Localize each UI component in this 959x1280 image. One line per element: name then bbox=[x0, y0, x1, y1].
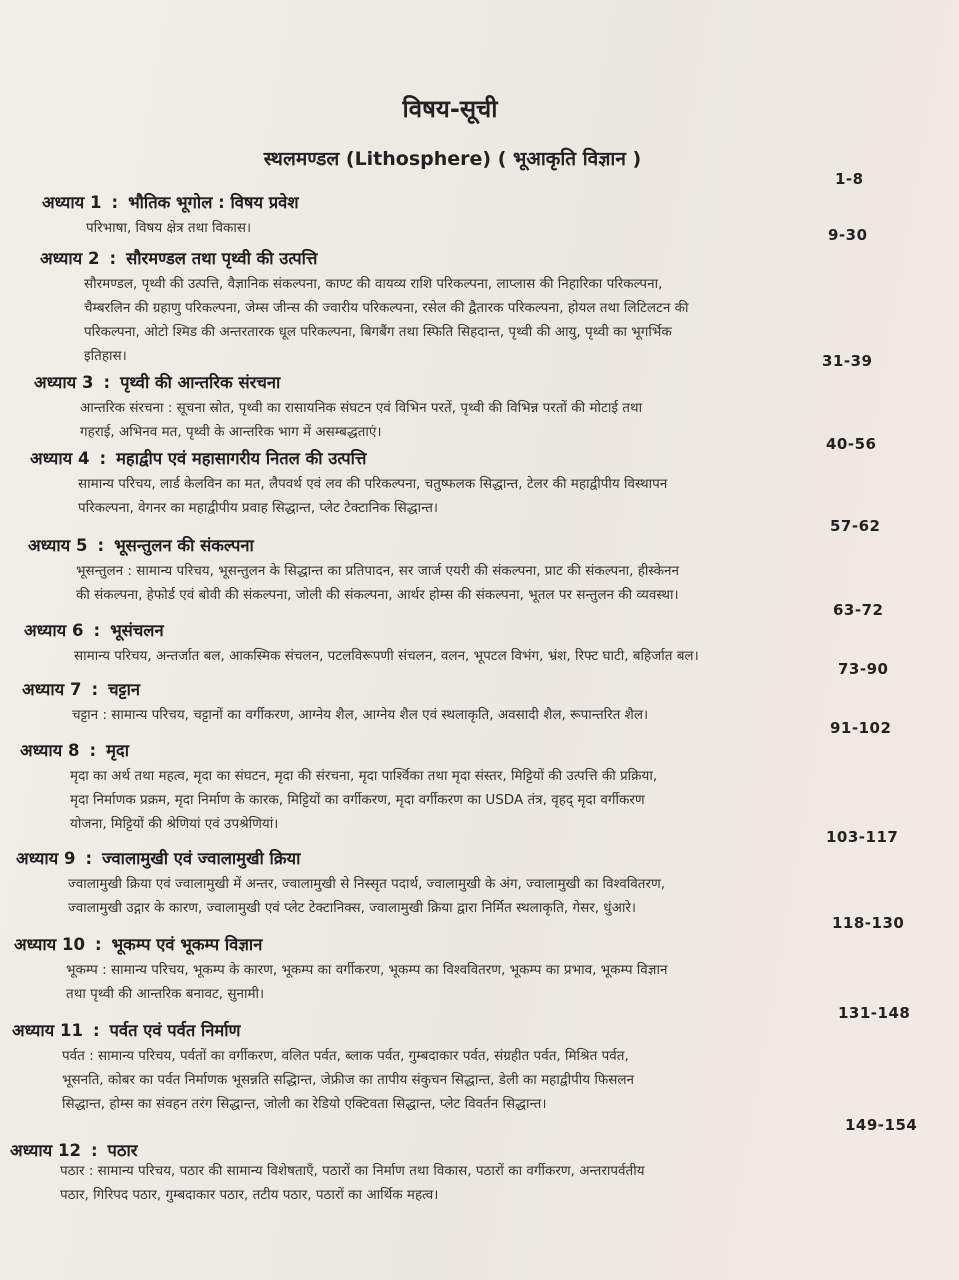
page-title: विषय-सूची bbox=[402, 95, 498, 123]
chapter-1: अध्याय 1 : भौतिक भूगोल : विषय प्रवेश परिभाषा, विषय क्षेत्र तथा विकास। bbox=[42, 190, 842, 240]
chapter-label: अध्याय 8 bbox=[20, 741, 80, 760]
chapter-7-pages: 73-90 bbox=[838, 660, 889, 678]
chapter-description: ज्वालामुखी क्रिया एवं ज्वालामुखी में अन्तर, ज्वालामुखी से निस्सृत पदार्थ, ज्वालामुखी के अंग, ज्वालामुखी का विश्ववितरण, ज्वालामुखी उद्गार के कारण, ज्वालामुखी एवं प्लेट टेक्टानिक्स, ज्वालामुखी क्रिया द्वारा निर्मित स्थलाकृति, गेसर, धुंआरे। bbox=[68, 876, 666, 916]
chapter-9-pages: 103-117 bbox=[826, 828, 899, 846]
chapter-10-pages: 118-130 bbox=[832, 914, 905, 932]
chapter-name: चट्टान bbox=[108, 680, 141, 699]
chapter-description: पठार : सामान्य परिचय, पठार की सामान्य विशेषताएँ, पठारों का निर्माण तथा विकास, पठारों का वर्गीकरण, अन्तरापर्वतीय पठार, गिरिपद पठार, गुम्बदाकार पठार, तटीय पठार, पठारों का आर्थिक महत्व। bbox=[60, 1163, 645, 1203]
chapter-name: ज्वालामुखी एवं ज्वालामुखी क्रिया bbox=[102, 849, 301, 868]
chapter-7: अध्याय 7 : चट्टान चट्टान : सामान्य परिचय, चट्टानों का वर्गीकरण, आग्नेय शैल, आग्नेय शैल एवं स्थलाकृति, अवसादी शैल, रूपान्तरित शैल। bbox=[22, 677, 852, 727]
chapter-1-pages: 1-8 bbox=[835, 170, 864, 188]
chapter-name: भूकम्प एवं भूकम्प विज्ञान bbox=[111, 935, 263, 954]
chapter-4: अध्याय 4 : महाद्वीप एवं महासागरीय नितल की उत्पत्ति सामान्य परिचय, लार्ड केलविन का मत, लैपवर्थ एवं लव की परिकल्पना, चतुष्फलक सिद्धान्त, टेलर की महाद्वीपीय विस्थापन परिकल्पना, वेगनर का महाद्वीपीय प्रवाह सिद्धान्त, प्लेट टेक्टानिक सिद्धान्त। bbox=[30, 446, 840, 520]
chapter-name: पृथ्वी की आन्तरिक संरचना bbox=[120, 373, 281, 392]
chapter-name: भूसन्तुलन की संकल्पना bbox=[114, 536, 254, 555]
chapter-description: चट्टान : सामान्य परिचय, चट्टानों का वर्गीकरण, आग्नेय शैल, आग्नेय शैल एवं स्थलाकृति, अवसादी शैल, रूपान्तरित शैल। bbox=[72, 707, 649, 723]
chapter-6-pages: 63-72 bbox=[833, 601, 884, 619]
chapter-label: अध्याय 3 bbox=[34, 373, 94, 392]
chapter-label: अध्याय 12 bbox=[10, 1141, 81, 1160]
chapter-name: मृदा bbox=[106, 741, 129, 760]
chapter-2: अध्याय 2 : सौरमण्डल तथा पृथ्वी की उत्पत्ति सौरमण्डल, पृथ्वी की उत्पत्ति, वैज्ञानिक संकल्पना, काण्ट की वायव्य राशि परिकल्पना, लाप्लास की निहारिका परिकल्पना, चैम्बरलिन की ग्रहाणु परिकल्पना, जेम्स जीन्स की ज्वारीय परिकल्पना, रसेल की द्वैतारक परिकल्पना, होयल तथा लिटिलटन की परिकल्पना, ओटो श्मिड की अन्तरतारक धूल परिकल्पना, बिगबैंग तथा स्फिति सिहदान्त, पृथ्वी की आयु, पृथ्वी का भूगर्भिक इतिहास। bbox=[40, 246, 840, 368]
chapter-name: पर्वत एवं पर्वत निर्माण bbox=[109, 1021, 241, 1040]
chapter-8: अध्याय 8 : मृदा मृदा का अर्थ तथा महत्व, मृदा का संघटन, मृदा की संरचना, मृदा पार्श्विका तथा मृदा संस्तर, मिट्टियों की उत्पत्ति की प्रक्रिया, मृदा निर्माणक प्रक्रम, मृदा निर्माण के कारक, मिट्टियों का वर्गीकरण, मृदा वर्गीकरण का USDA तंत्र, वृहद् मृदा वर्गीकरण योजना, मिट्टियों की श्रेणियां एवं उपश्रेणियां। bbox=[20, 738, 860, 836]
chapter-description: सौरमण्डल, पृथ्वी की उत्पत्ति, वैज्ञानिक संकल्पना, काण्ट की वायव्य राशि परिकल्पना, लाप्लास की निहारिका परिकल्पना, चैम्बरलिन की ग्रहाणु परिकल्पना, जेम्स जीन्स की ज्वारीय परिकल्पना, रसेल की द्वैतारक परिकल्पना, होयल तथा लिटिलटन की परिकल्पना, ओटो श्मिड की अन्तरतारक धूल परिकल्पना, बिगबैंग तथा स्फिति सिहदान्त, पृथ्वी की आयु, पृथ्वी का भूगर्भिक इतिहास। bbox=[84, 276, 689, 364]
chapter-label: अध्याय 7 bbox=[22, 680, 82, 699]
chapter-label: अध्याय 4 bbox=[30, 449, 90, 468]
chapter-label: अध्याय 9 bbox=[16, 849, 76, 868]
chapter-3-pages: 31-39 bbox=[822, 352, 873, 370]
chapter-description: पर्वत : सामान्य परिचय, पर्वतों का वर्गीकरण, वलित पर्वत, ब्लाक पर्वत, गुम्बदाकार पर्वत, संग्रहीत पर्वत, मिश्रित पर्वत, भूसनति, कोबर का पर्वत निर्माणक भूसन्नति सद्धिान्त, जेफ्रीज का तापीय संकुचन सिद्धान्त, डेली का महाद्वीपीय फिसलन सिद्धान्त, होम्स का संवहन तरंग सिद्धान्त, जोली का रेडियो एक्टिवता सिद्धान्त, प्लेट विवर्तन सिद्धान्त। bbox=[62, 1048, 635, 1112]
chapter-name: सौरमण्डल तथा पृथ्वी की उत्पत्ति bbox=[126, 249, 318, 268]
chapter-name: भूसंचलन bbox=[110, 621, 164, 640]
chapter-description: परिभाषा, विषय क्षेत्र तथा विकास। bbox=[86, 220, 252, 236]
chapter-label: अध्याय 2 bbox=[40, 249, 100, 268]
chapter-description: भूसन्तुलन : सामान्य परिचय, भूसन्तुलन के सिद्धान्त का प्रतिपादन, सर जार्ज एयरी की संकल्पना, प्राट की संकल्पना, हीस्केनन की संकल्पना, हेफोर्ड एवं बोवी की संकल्पना, जोली की संकल्पना, आर्थर होम्स की संकल्पना, भूतल पर सन्तुलन की व्यवस्था। bbox=[76, 563, 680, 603]
chapter-label: अध्याय 10 bbox=[14, 935, 85, 954]
chapter-description: आन्तरिक संरचना : सूचना स्रोत, पृथ्वी का रासायनिक संघटन एवं विभिन परतें, पृथ्वी की विभिन्न परतों की मोटाई तथा गहराई, अभिनव मत, पृथ्वी के आन्तरिक भाग में असम्बद्धताएं। bbox=[80, 400, 643, 440]
section-subtitle: स्थलमण्डल (Lithosphere) ( भूआकृति विज्ञान ) bbox=[263, 148, 642, 170]
chapter-11: अध्याय 11 : पर्वत एवं पर्वत निर्माण पर्वत : सामान्य परिचय, पर्वतों का वर्गीकरण, वलित पर्वत, ब्लाक पर्वत, गुम्बदाकार पर्वत, संग्रहीत पर्वत, मिश्रित पर्वत, भूसनति, कोबर का पर्वत निर्माणक भूसन्नति सद्धिान्त, जेफ्रीज का तापीय संकुचन सिद्धान्त, डेली का महाद्वीपीय फिसलन सिद्धान्त, होम्स का संवहन तरंग सिद्धान्त, जोली का रेडियो एक्टिवता सिद्धान्त, प्लेट विवर्तन सिद्धान्त। bbox=[12, 1018, 882, 1116]
chapter-label: अध्याय 11 bbox=[12, 1021, 83, 1040]
chapter-description: सामान्य परिचय, लार्ड केलविन का मत, लैपवर्थ एवं लव की परिकल्पना, चतुष्फलक सिद्धान्त, टेलर की महाद्वीपीय विस्थापन परिकल्पना, वेगनर का महाद्वीपीय प्रवाह सिद्धान्त, प्लेट टेक्टानिक सिद्धान्त। bbox=[78, 476, 668, 516]
chapter-4-pages: 40-56 bbox=[826, 435, 877, 453]
chapter-8-pages: 91-102 bbox=[830, 719, 892, 737]
chapter-12: अध्याय 12 : पठार पठार : सामान्य परिचय, पठार की सामान्य विशेषताएँ, पठारों का निर्माण तथा विकास, पठारों का वर्गीकरण, अन्तरापर्वतीय पठार, गिरिपद पठार, गुम्बदाकार पठार, तटीय पठार, पठारों का आर्थिक महत्व। bbox=[10, 1138, 890, 1207]
chapter-10: अध्याय 10 : भूकम्प एवं भूकम्प विज्ञान भूकम्प : सामान्य परिचय, भूकम्प के कारण, भूकम्प का वर्गीकरण, भूकम्प का विश्ववितरण, भूकम्प का प्रभाव, भूकम्प विज्ञान तथा पृथ्वी की आन्तरिक बनावट, सुनामी। bbox=[14, 932, 874, 1006]
chapter-description: सामान्य परिचय, अन्तर्जात बल, आकस्मिक संचलन, पटलविरूपणी संचलन, वलन, भूपटल विभंग, भ्रंश, रिफ्ट घाटी, बहिर्जात बल। bbox=[74, 648, 699, 664]
chapter-name: महाद्वीप एवं महासागरीय नितल की उत्पत्ति bbox=[116, 449, 367, 468]
chapter-5-pages: 57-62 bbox=[830, 517, 881, 535]
chapter-2-pages: 9-30 bbox=[828, 226, 868, 244]
chapter-3: अध्याय 3 : पृथ्वी की आन्तरिक संरचना आन्तरिक संरचना : सूचना स्रोत, पृथ्वी का रासायनिक संघटन एवं विभिन परतें, पृथ्वी की विभिन्न परतों की मोटाई तथा गहराई, अभिनव मत, पृथ्वी के आन्तरिक भाग में असम्बद्धताएं। bbox=[34, 370, 834, 444]
chapter-12-pages: 149-154 bbox=[845, 1116, 918, 1134]
chapter-description: मृदा का अर्थ तथा महत्व, मृदा का संघटन, मृदा की संरचना, मृदा पार्श्विका तथा मृदा संस्तर, मिट्टियों की उत्पत्ति की प्रक्रिया, मृदा निर्माणक प्रक्रम, मृदा निर्माण के कारक, मिट्टियों का वर्गीकरण, मृदा वर्गीकरण का USDA तंत्र, वृहद् मृदा वर्गीकरण योजना, मिट्टियों की श्रेणियां एवं उपश्रेणियां। bbox=[70, 768, 658, 832]
chapter-9: अध्याय 9 : ज्वालामुखी एवं ज्वालामुखी क्रिया ज्वालामुखी क्रिया एवं ज्वालामुखी में अन्तर, ज्वालामुखी से निस्सृत पदार्थ, ज्वालामुखी के अंग, ज्वालामुखी का विश्ववितरण, ज्वालामुखी उद्गार के कारण, ज्वालामुखी एवं प्लेट टेक्टानिक्स, ज्वालामुखी क्रिया द्वारा निर्मित स्थलाकृति, गेसर, धुंआरे। bbox=[16, 846, 866, 920]
chapter-name: भौतिक भूगोल : विषय प्रवेश bbox=[128, 193, 299, 212]
chapter-label: अध्याय 6 bbox=[24, 621, 84, 640]
chapter-5: अध्याय 5 : भूसन्तुलन की संकल्पना भूसन्तुलन : सामान्य परिचय, भूसन्तुलन के सिद्धान्त का प्रतिपादन, सर जार्ज एयरी की संकल्पना, प्राट की संकल्पना, हीस्केनन की संकल्पना, हेफोर्ड एवं बोवी की संकल्पना, जोली की संकल्पना, आर्थर होम्स की संकल्पना, भूतल पर सन्तुलन की व्यवस्था। bbox=[28, 533, 848, 607]
chapter-6: अध्याय 6 : भूसंचलन सामान्य परिचय, अन्तर्जात बल, आकस्मिक संचलन, पटलविरूपणी संचलन, वलन, भूपटल विभंग, भ्रंश, रिफ्ट घाटी, बहिर्जात बल। bbox=[24, 618, 854, 668]
chapter-description: भूकम्प : सामान्य परिचय, भूकम्प के कारण, भूकम्प का वर्गीकरण, भूकम्प का विश्ववितरण, भूकम्प का प्रभाव, भूकम्प विज्ञान तथा पृथ्वी की आन्तरिक बनावट, सुनामी। bbox=[66, 962, 668, 1002]
chapter-label: अध्याय 1 bbox=[42, 193, 102, 212]
chapter-11-pages: 131-148 bbox=[838, 1004, 911, 1022]
chapter-name: पठार bbox=[107, 1141, 138, 1160]
chapter-label: अध्याय 5 bbox=[28, 536, 88, 555]
